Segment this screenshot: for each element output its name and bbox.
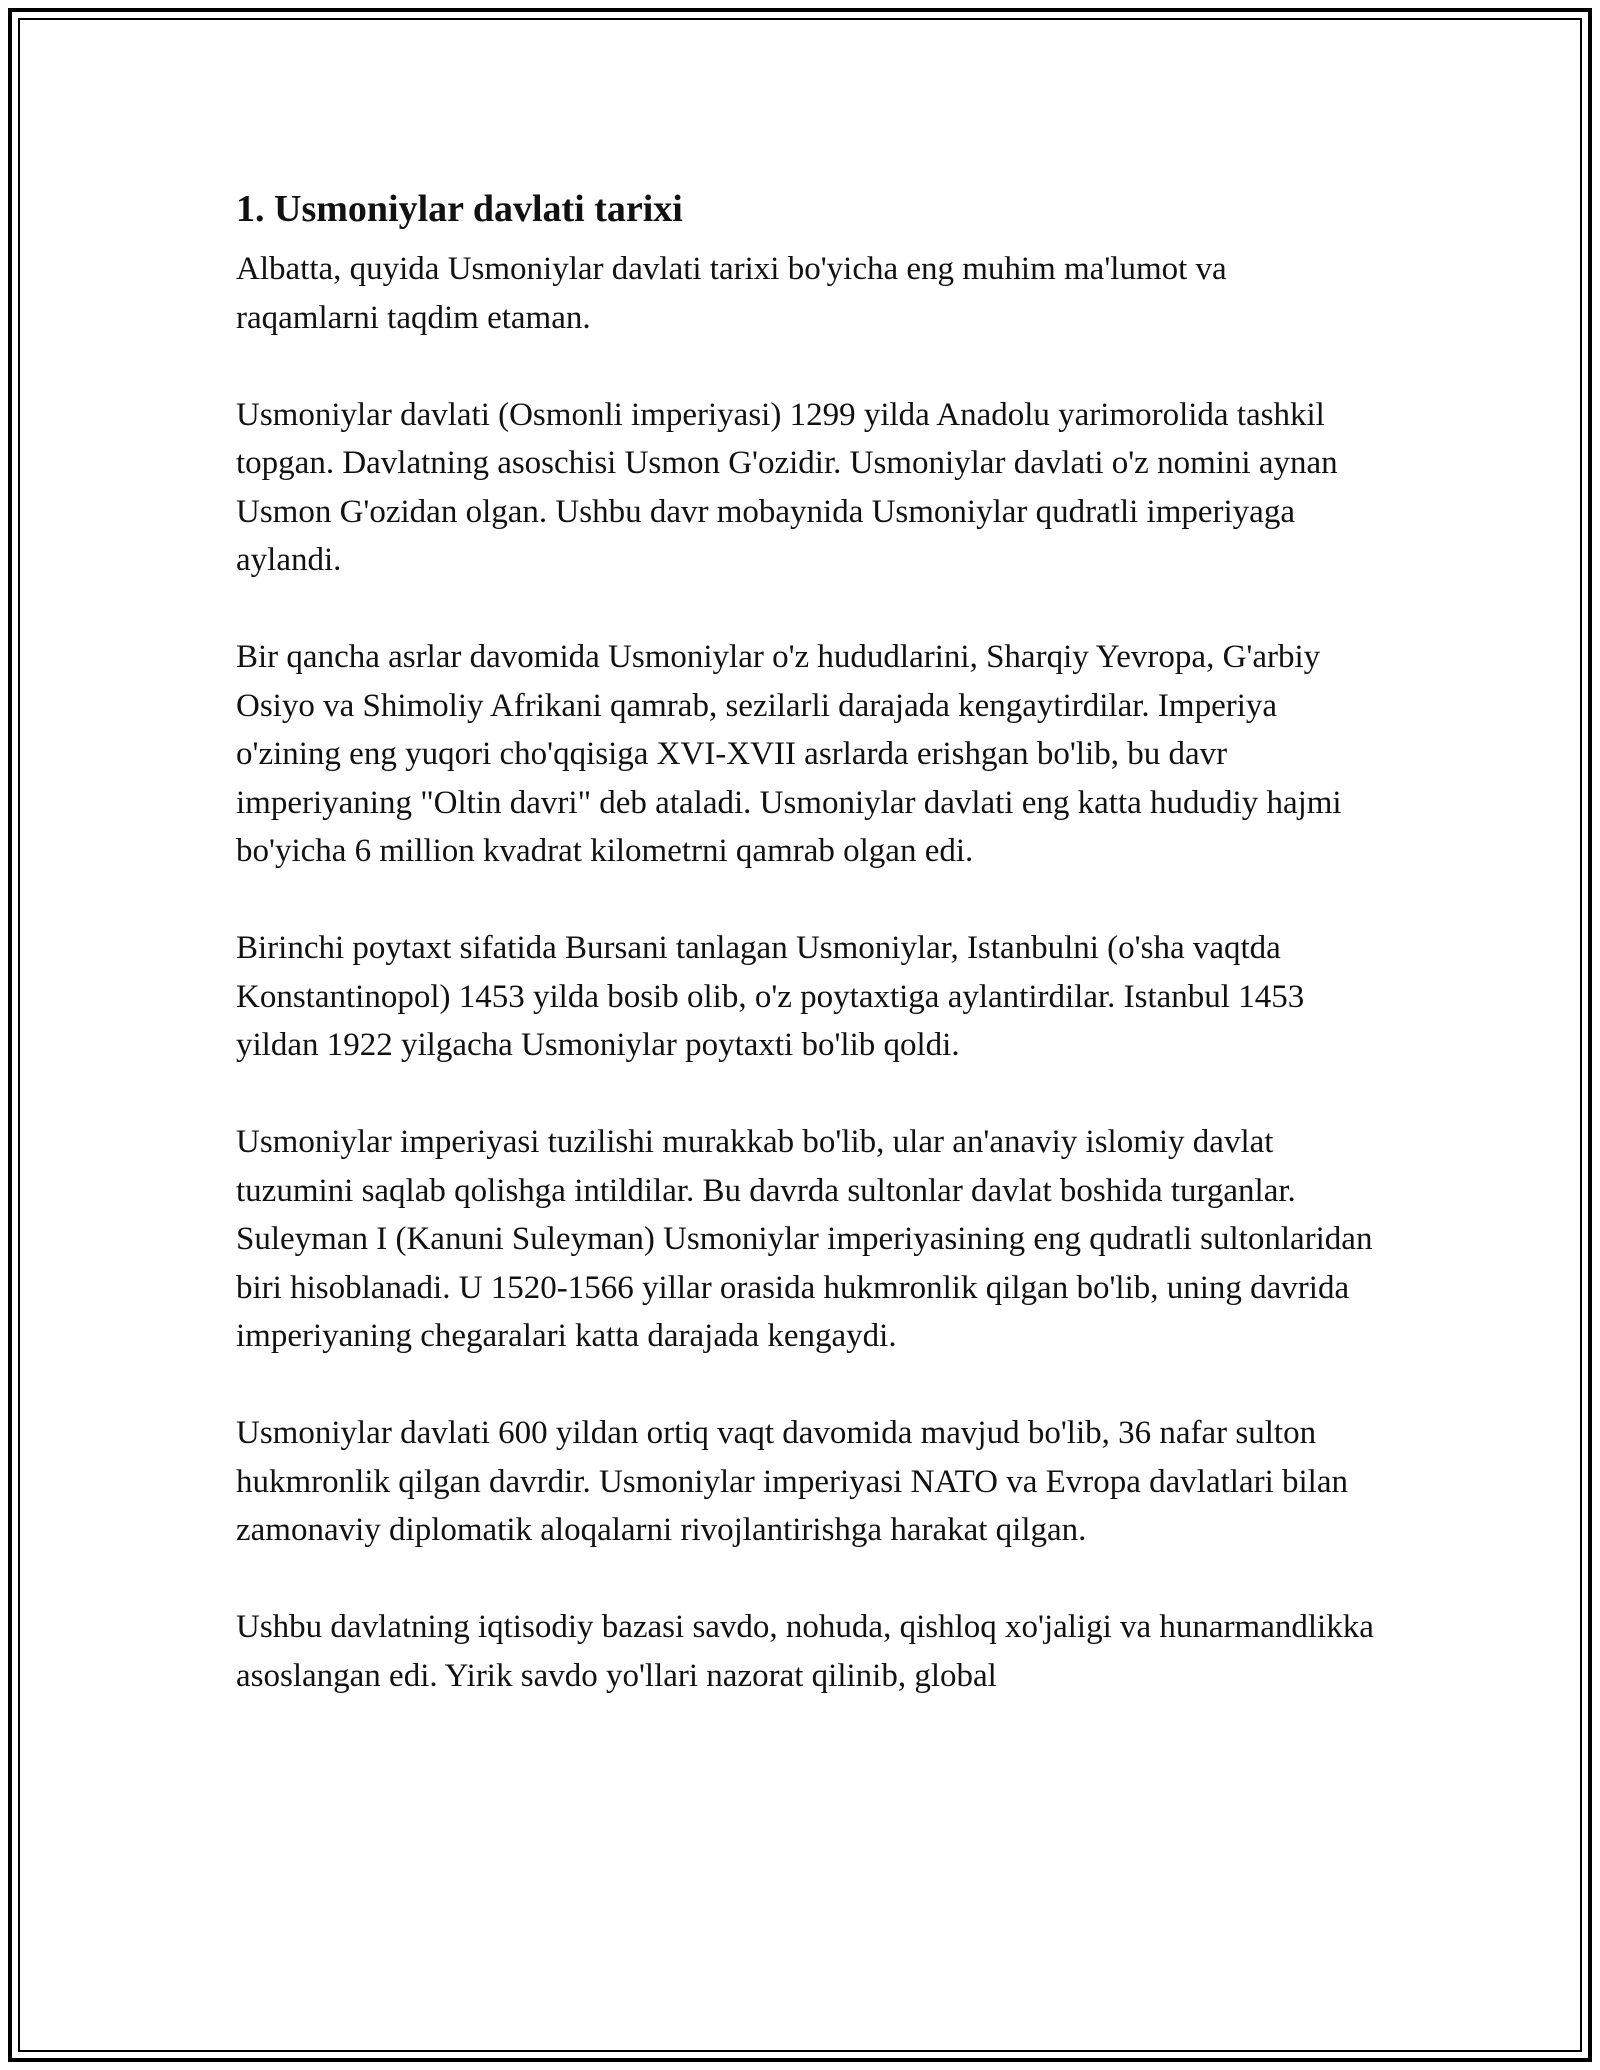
document-body	[236, 183, 1376, 1700]
paragraph-founding: Usmoniylar davlati (Osmonli imperiyasi) 1299 yilda Anadolu yarimorolida tashkil topgan. Davlatning asoschisi Usmon G'ozidir. Usmoniylar davlati o'z nomini aynan Usmon G'ozidan olgan. Ushbu davr mobaynida Usmoniylar qudratli imperiyaga aylandi.	[236, 396, 1338, 578]
paragraph-capital: Birinchi poytaxt sifatida Bursani tanlagan Usmoniylar, Istanbulni (o'sha vaqtda Konstantinopol) 1453 yilda bosib olib, o'z poytaxtiga aylantirdilar. Istanbul 1453 yildan 1922 yilgacha Usmoniylar poytaxti bo'lib qoldi.	[236, 930, 1305, 1063]
paragraph-duration: Usmoniylar davlati 600 yildan ortiq vaqt davomida mavjud bo'lib, 36 nafar sulton hukmronlik qilgan davrdir. Usmoniylar imperiyasi NATO va Evropa davlatlari bilan zamonaviy diplomatik aloqalarni rivojlantirishga harakat qilgan.	[236, 1415, 1348, 1548]
paragraph-economy: Ushbu davlatning iqtisodiy bazasi savdo, nohuda, qishloq xo'jaligi va hunarmandlikka asoslangan edi. Yirik savdo yo'llari nazorat qilinib, global	[236, 1609, 1374, 1694]
paragraph-structure: Usmoniylar imperiyasi tuzilishi murakkab bo'lib, ular an'anaviy islomiy davlat tuzumini saqlab qolishga intildilar. Bu davrda sultonlar davlat boshida turganlar. Suleyman I (Kanuni Suleyman) Usmoniylar imperiyasining eng qudratli sultonlaridan biri hisoblanadi. U 1520-1566 yillar orasida hukmronlik qilgan bo'lib, uning davrida imperiyaning chegaralari katta darajada kengaydi.	[236, 1124, 1373, 1354]
section-heading: 1. Usmoniylar davlati tarixi	[236, 188, 683, 230]
paragraph-intro: Albatta, quyida Usmoniylar davlati tarixi bo'yicha eng muhim ma'lumot va raqamlarni taqdim etaman.	[236, 251, 1227, 336]
paragraph-expansion: Bir qancha asrlar davomida Usmoniylar o'z hududlarini, Sharqiy Yevropa, G'arbiy Osiyo va Shimoliy Afrikani qamrab, sezilarli darajada kengaytirdilar. Imperiya o'zining eng yuqori cho'qqisiga XVI-XVII asrlarda erishgan bo'lib, bu davr imperiyaning "Oltin davri" deb ataladi. Usmoniylar davlati eng katta hududiy hajmi bo'yicha 6 million kvadrat kilometrni qamrab olgan edi.	[236, 639, 1342, 869]
